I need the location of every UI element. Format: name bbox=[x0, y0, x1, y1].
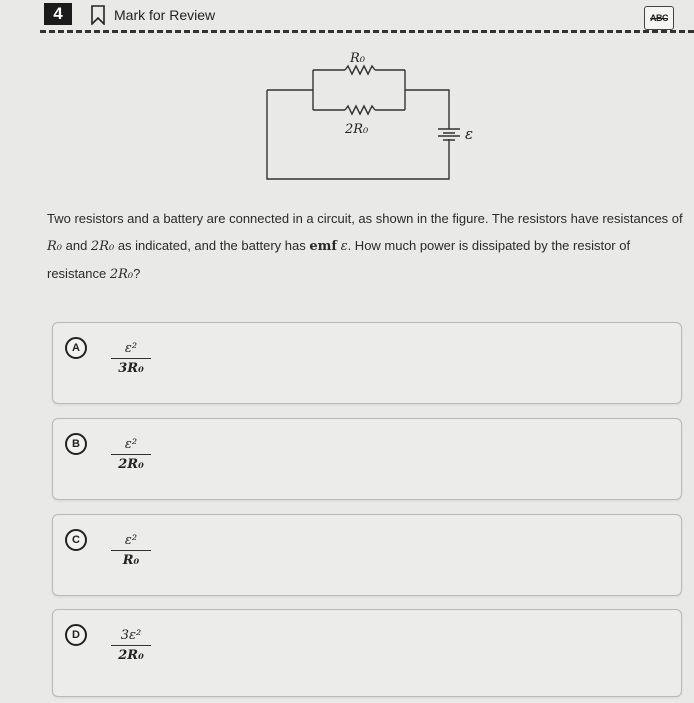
choice-letter: D bbox=[65, 624, 87, 646]
battery-icon bbox=[438, 129, 460, 140]
question-text-part1: Two resistors and a battery are connected in a circuit, as shown in the figure. The resistors have resistances of bbox=[47, 211, 683, 226]
top-bar bbox=[0, 0, 694, 34]
resistor-2r0-icon bbox=[345, 106, 375, 114]
question-text-part4: . How much power is dissipated by the resistor of resistance bbox=[47, 238, 631, 281]
resistor-r0-icon bbox=[345, 66, 375, 74]
choice-expression bbox=[111, 533, 151, 568]
bookmark-icon bbox=[90, 5, 106, 25]
question-2r0: 2R₀ bbox=[90, 239, 115, 254]
choice-letter: B bbox=[65, 433, 87, 455]
choice-expression bbox=[111, 628, 151, 663]
question-text-part3: as indicated, and the battery has bbox=[114, 238, 310, 253]
choice-letter: A bbox=[65, 337, 87, 359]
choice-denominator: 2R₀ bbox=[118, 648, 144, 663]
question-emf-word: emf bbox=[309, 239, 337, 254]
choice-b[interactable] bbox=[52, 418, 682, 500]
choice-numerator: 3ε² bbox=[120, 628, 142, 643]
mark-for-review-label: Mark for Review bbox=[114, 7, 216, 23]
label-emf: ε bbox=[465, 125, 474, 143]
choice-denominator: R₀ bbox=[122, 553, 140, 568]
question-r0: R₀ bbox=[47, 239, 62, 254]
question-2r0-end: 2R₀ bbox=[109, 267, 134, 282]
question-text-part2: and bbox=[62, 238, 91, 253]
choice-expression bbox=[111, 437, 151, 472]
choice-denominator: 3R₀ bbox=[118, 361, 144, 376]
question-number: 4 bbox=[44, 3, 72, 25]
label-2r0: 2R₀ bbox=[345, 122, 369, 137]
choice-numerator: ε² bbox=[124, 341, 138, 356]
choice-c[interactable] bbox=[52, 514, 682, 596]
mark-for-review-button[interactable] bbox=[90, 4, 215, 26]
question-emf-symbol: ε bbox=[340, 239, 348, 254]
question-text-part5: ? bbox=[133, 266, 141, 281]
choice-denominator: 2R₀ bbox=[118, 457, 144, 472]
answer-eliminator-button[interactable]: ABC bbox=[644, 6, 674, 30]
choice-letter: C bbox=[65, 529, 87, 551]
choice-expression bbox=[111, 341, 151, 376]
header-divider bbox=[40, 30, 694, 33]
question-text bbox=[47, 205, 687, 288]
label-r0: R₀ bbox=[350, 51, 365, 66]
choice-numerator: ε² bbox=[124, 533, 138, 548]
choice-a[interactable] bbox=[52, 322, 682, 404]
circuit-diagram bbox=[255, 44, 495, 189]
choice-numerator: ε² bbox=[124, 437, 138, 452]
choice-d[interactable] bbox=[52, 609, 682, 697]
